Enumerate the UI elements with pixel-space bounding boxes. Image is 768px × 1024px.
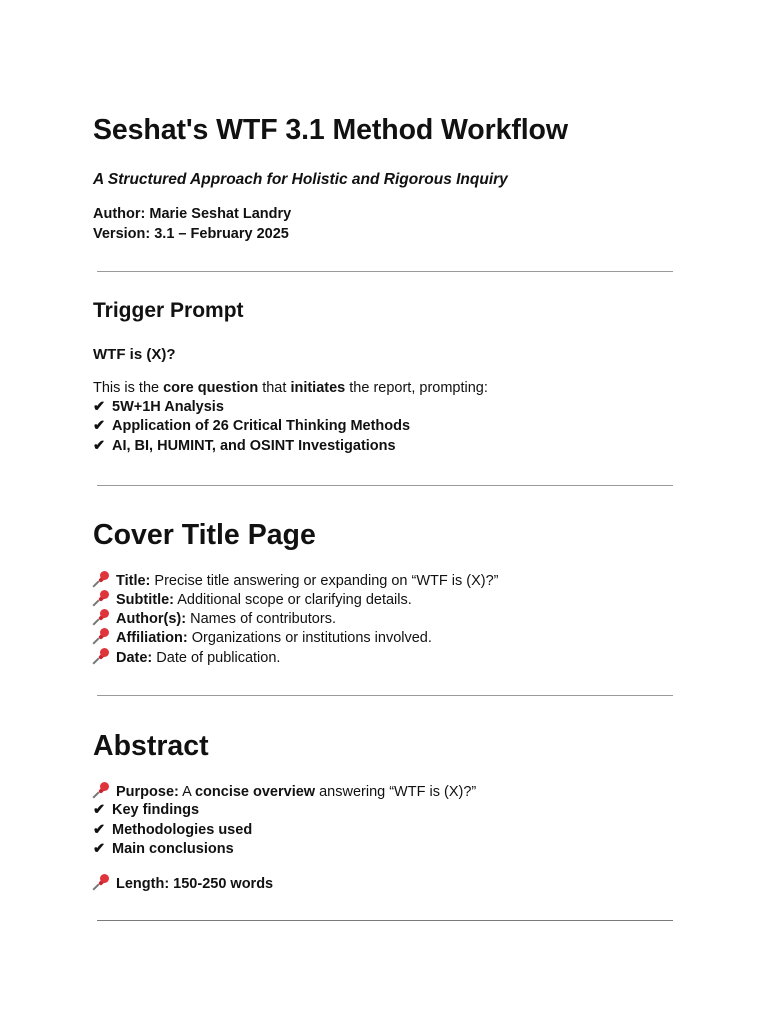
- list-item: Subtitle: Additional scope or clarifying details.: [93, 590, 412, 610]
- check-icon: ✔: [93, 418, 106, 434]
- pushpin-icon: [93, 609, 111, 625]
- version-line: Version: 3.1 – February 2025: [93, 226, 289, 242]
- list-item: ✔ Key findings: [93, 802, 200, 818]
- abstract-purpose: Purpose: A concise overview answering “WTF is (X)?”: [93, 782, 476, 802]
- list-item: Date: Date of publication.: [93, 648, 280, 668]
- divider: [97, 485, 673, 486]
- document-title: Seshat's WTF 3.1 Method Workflow: [93, 114, 568, 146]
- pushpin-icon: [93, 590, 111, 606]
- check-icon: ✔: [93, 841, 106, 857]
- list-item: ✔ 5W+1H Analysis: [93, 399, 224, 415]
- pushpin-icon: [93, 571, 111, 587]
- list-item: Author(s): Names of contributors.: [93, 609, 336, 629]
- trigger-intro: This is the core question that initiates the report, prompting:: [93, 380, 488, 396]
- list-item: ✔ AI, BI, HUMINT, and OSINT Investigations: [93, 438, 396, 454]
- list-item: Affiliation: Organizations or institutions involved.: [93, 628, 432, 648]
- cover-heading: Cover Title Page: [93, 519, 316, 551]
- abstract-heading: Abstract: [93, 730, 209, 762]
- document-subtitle: A Structured Approach for Holistic and Rigorous Inquiry: [93, 171, 508, 188]
- check-icon: ✔: [93, 438, 106, 454]
- check-icon: ✔: [93, 822, 106, 838]
- list-item: ✔ Application of 26 Critical Thinking Methods: [93, 418, 411, 434]
- pushpin-icon: [93, 648, 111, 664]
- trigger-question: WTF is (X)?: [93, 346, 176, 363]
- author-line: Author: Marie Seshat Landry: [93, 206, 292, 222]
- divider: [97, 271, 673, 272]
- trigger-heading: Trigger Prompt: [93, 299, 244, 322]
- list-item: ✔ Main conclusions: [93, 841, 234, 857]
- abstract-length: Length: 150-250 words: [93, 874, 273, 894]
- divider: [97, 920, 673, 921]
- check-icon: ✔: [93, 399, 106, 415]
- divider: [97, 695, 673, 696]
- pushpin-icon: [93, 874, 111, 890]
- list-item: Title: Precise title answering or expanding on “WTF is (X)?”: [93, 571, 499, 591]
- check-icon: ✔: [93, 802, 106, 818]
- pushpin-icon: [93, 628, 111, 644]
- pushpin-icon: [93, 782, 111, 798]
- list-item: ✔ Methodologies used: [93, 822, 253, 838]
